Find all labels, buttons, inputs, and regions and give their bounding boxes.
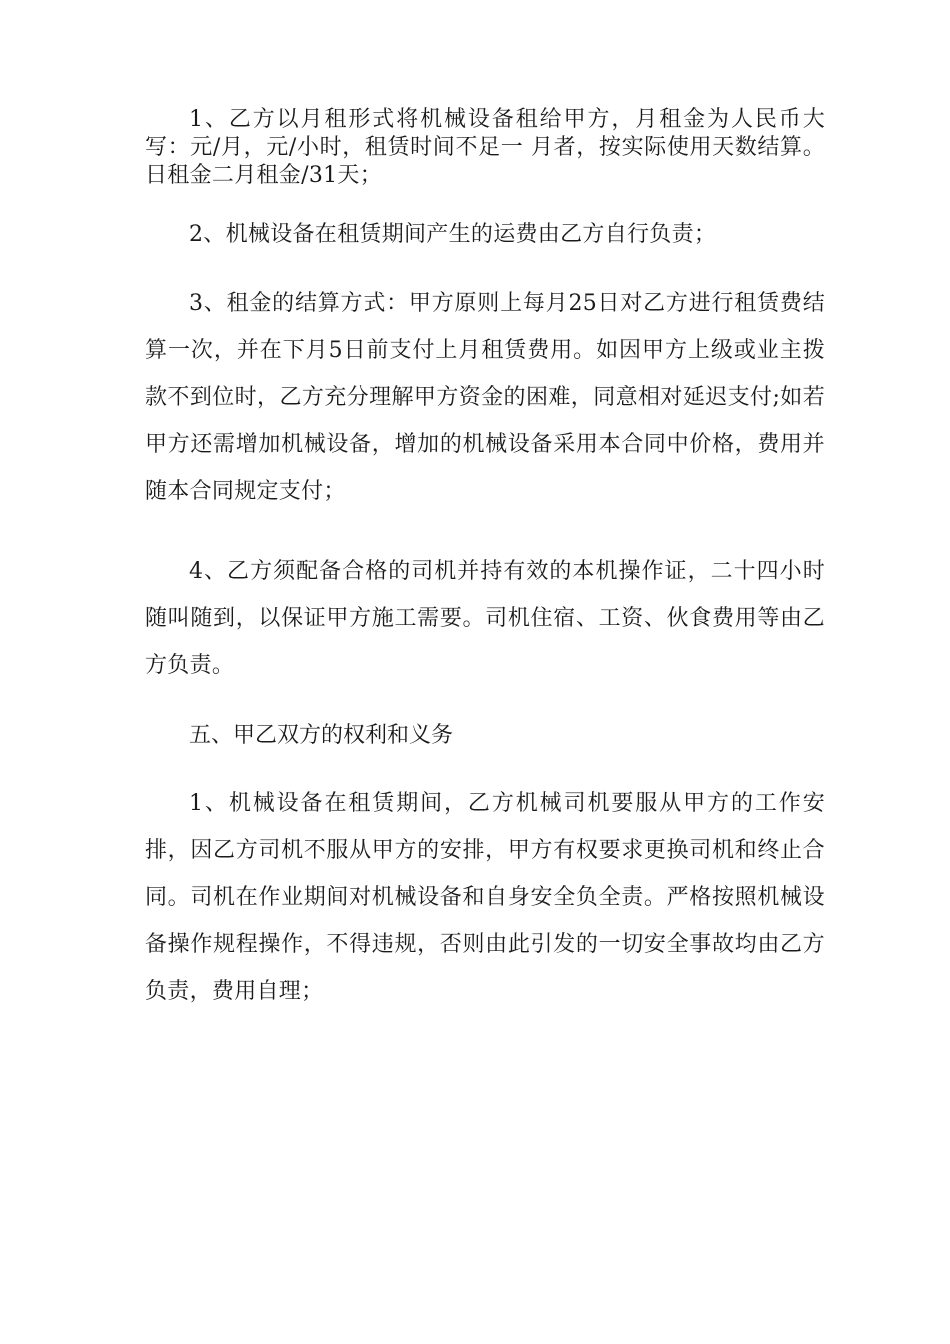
paragraph-rent-terms: 1、乙方以月租形式将机械设备租给甲方，月租金为人民币大写：元/月，元/小时，租赁时间不足一 月者，按实际使用天数结算。日租金二月租金/31天； [145, 107, 825, 188]
paragraph-work-arrangement: 1、机械设备在租赁期间，乙方机械司机要服从甲方的工作安排，因乙方司机不服从甲方的安排，甲方有权要求更换司机和终止合同。司机在作业期间对机械设备和自身安全负全责。严格按照机械设备操作规程操作，不得违规，否则由此引发的一切安全事故均由乙方负责，费用自理； [145, 791, 825, 1004]
paragraph-settlement: 3、租金的结算方式：甲方原则上每月25日对乙方进行租赁费结算一次，并在下月5日前支付上月租赁费用。如因甲方上级或业主拨款不到位时，乙方充分理解甲方资金的困难，同意相对延迟支付;如若甲方还需增加机械设备，增加的机械设备采用本合同中价格，费用并随本合同规定支付； [145, 291, 825, 504]
paragraph-freight: 2、机械设备在租赁期间产生的运费由乙方自行负责； [189, 222, 717, 247]
section-heading-rights-obligations: 五、甲乙双方的权利和义务 [189, 723, 454, 748]
paragraph-driver: 4、乙方须配备合格的司机并持有效的本机操作证，二十四小时随叫随到，以保证甲方施工需要。司机住宿、工资、伙食费用等由乙方负责。 [145, 559, 825, 678]
